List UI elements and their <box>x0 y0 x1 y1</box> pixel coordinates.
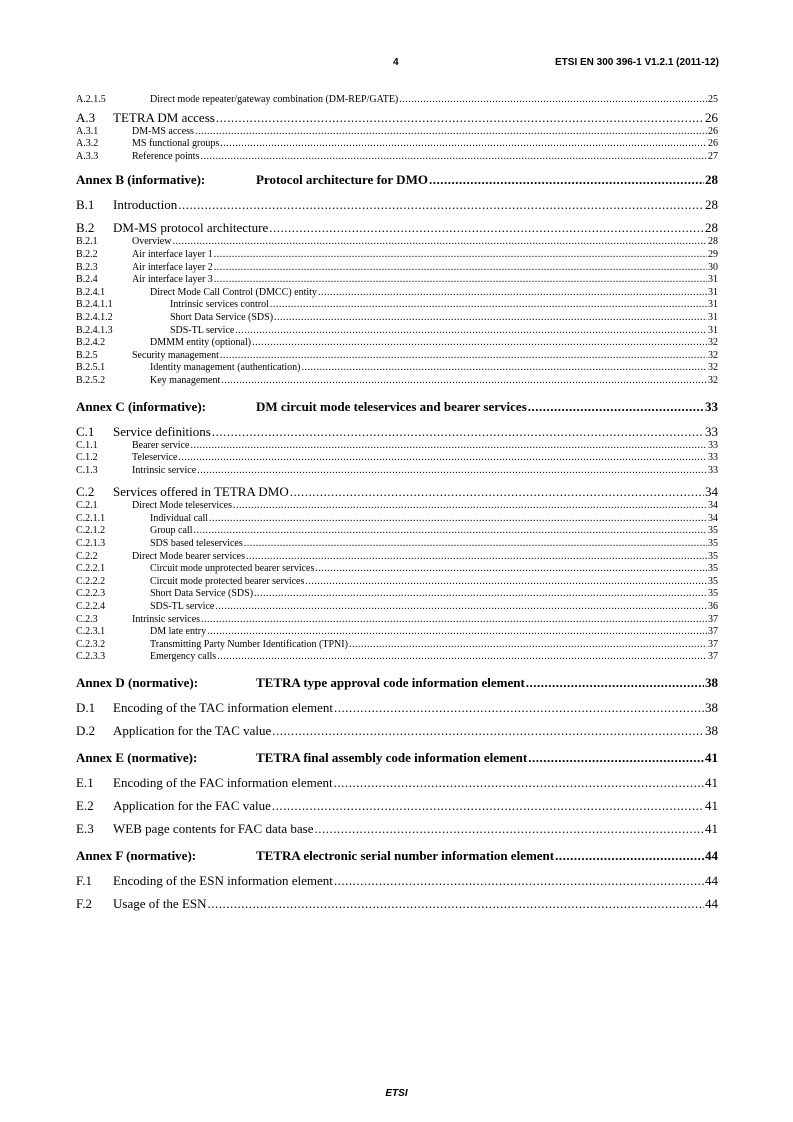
toc-entry-number: Annex E (normative): <box>76 750 198 765</box>
toc-page-number: 41 <box>705 798 718 813</box>
toc-entry[interactable] <box>76 775 718 791</box>
toc-dot-leader <box>399 94 707 107</box>
toc-entry[interactable] <box>76 576 718 589</box>
toc-entry-title: TETRA electronic serial number information element <box>256 848 555 863</box>
toc-dot-leader <box>429 171 704 188</box>
toc-entry[interactable] <box>76 513 718 526</box>
toc-entry-title: Individual call <box>150 512 209 524</box>
toc-entry[interactable] <box>76 500 718 513</box>
toc-dot-leader <box>209 513 707 526</box>
toc-dot-leader <box>195 126 707 139</box>
toc-page-number: 38 <box>705 723 718 738</box>
toc-entry-title: Intrinsic services control <box>170 299 269 311</box>
toc-entry-title: Reference points <box>132 150 200 162</box>
toc-entry-title: Air interface layer 2 <box>132 261 213 273</box>
toc-dot-leader <box>244 538 707 551</box>
toc-entry[interactable] <box>76 424 718 440</box>
toc-page-number: 25 <box>708 94 718 105</box>
toc-dot-leader <box>201 614 707 627</box>
toc-page-number: 41 <box>705 821 718 836</box>
page-number: 4 <box>393 57 399 68</box>
toc-dot-leader <box>220 350 707 363</box>
toc-dot-leader <box>221 375 707 388</box>
toc-page-number: 26 <box>705 109 718 125</box>
toc-entry[interactable] <box>76 639 718 652</box>
toc-page-number: 32 <box>708 349 718 361</box>
toc-entry-title: Short Data Service (SDS) <box>170 311 274 323</box>
toc-annex-entry[interactable] <box>76 171 718 188</box>
toc-entry-title: DM circuit mode teleservices and bearer services <box>256 398 527 414</box>
toc-entry[interactable] <box>76 220 718 236</box>
toc-entry-number: Annex C (informative): <box>76 398 206 414</box>
toc-dot-leader <box>214 274 707 287</box>
toc-dot-leader <box>178 197 704 213</box>
toc-entry-number: C.1 <box>76 423 95 439</box>
toc-entry-title: Bearer service <box>132 439 190 451</box>
toc-page-number: 31 <box>708 311 718 323</box>
toc-page-number: 28 <box>705 220 718 236</box>
toc-entry-number: C.2.2 <box>76 550 98 562</box>
toc-entry-title: Air interface layer 1 <box>132 248 213 260</box>
toc-entry-title: Group call <box>150 525 193 537</box>
toc-entry-number: E.1 <box>76 775 94 790</box>
toc-dot-leader <box>190 440 707 453</box>
toc-entry-number: C.2.1 <box>76 500 98 512</box>
toc-dot-leader <box>302 362 708 375</box>
toc-entry-title: Overview <box>132 236 172 248</box>
toc-dot-leader <box>528 749 704 766</box>
toc-entry-title: Intrinsic service <box>132 464 197 476</box>
table-of-contents <box>76 94 718 912</box>
toc-entry-title: Direct Mode bearer services <box>132 550 245 562</box>
toc-dot-leader <box>235 325 707 338</box>
toc-entry[interactable] <box>76 362 718 375</box>
toc-entry[interactable] <box>76 484 718 500</box>
toc-page-number: 38 <box>705 675 718 690</box>
toc-page-number: 26 <box>708 125 718 137</box>
toc-entry[interactable] <box>76 452 718 465</box>
toc-entry[interactable] <box>76 896 718 912</box>
toc-entry[interactable] <box>76 151 718 164</box>
toc-page-number: 32 <box>708 362 718 374</box>
toc-dot-leader <box>334 873 704 889</box>
toc-entry-number: C.2.3.3 <box>76 651 106 663</box>
toc-dot-leader <box>269 220 704 236</box>
toc-entry-number: F.2 <box>76 896 92 911</box>
toc-entry-title: Circuit mode unprotected bearer services <box>150 563 315 575</box>
toc-page-number: 28 <box>708 236 718 248</box>
toc-entry-number: B.2.4 <box>76 274 98 286</box>
toc-entry-number: C.2 <box>76 484 95 500</box>
toc-entry-title: TETRA final assembly code information element <box>256 750 528 765</box>
toc-dot-leader <box>172 236 707 249</box>
toc-dot-leader <box>215 601 707 614</box>
toc-page-number: 44 <box>705 873 718 888</box>
toc-entry-number: C.2.2.3 <box>76 588 106 600</box>
toc-dot-leader <box>315 563 707 576</box>
toc-entry[interactable] <box>76 798 718 814</box>
toc-entry-number: B.2.3 <box>76 261 98 273</box>
toc-entry[interactable] <box>76 325 718 338</box>
toc-entry[interactable] <box>76 110 718 126</box>
toc-entry-title: Short Data Service (SDS) <box>150 588 254 600</box>
toc-entry[interactable] <box>76 563 718 576</box>
toc-entry-title: DMMM entity (optional) <box>150 337 252 349</box>
toc-entry-number: Annex F (normative): <box>76 848 197 863</box>
toc-page-number: 32 <box>708 337 718 349</box>
toc-page-number: 26 <box>708 138 718 150</box>
toc-entry[interactable] <box>76 588 718 601</box>
toc-entry[interactable] <box>76 465 718 478</box>
toc-page-number: 28 <box>705 172 718 188</box>
toc-entry-number: C.1.1 <box>76 439 98 451</box>
toc-entry[interactable] <box>76 538 718 551</box>
toc-entry[interactable] <box>76 274 718 287</box>
toc-dot-leader <box>349 639 707 652</box>
toc-entry[interactable] <box>76 375 718 388</box>
toc-entry-title: Encoding of the TAC information element <box>113 700 334 715</box>
toc-dot-leader <box>555 847 704 864</box>
toc-entry-number: Annex B (informative): <box>76 172 206 188</box>
toc-entry-title: Key management <box>150 374 221 386</box>
toc-entry-title: Encoding of the ESN information element <box>113 873 333 888</box>
toc-entry-number: D.1 <box>76 700 96 715</box>
toc-entry-title: SDS-TL service <box>170 324 235 336</box>
toc-entry-title: Emergency calls <box>150 651 217 663</box>
toc-entry-title: DM-MS access <box>132 125 194 137</box>
toc-dot-leader <box>197 465 707 478</box>
toc-page-number: 34 <box>708 500 718 512</box>
toc-entry-title: Direct Mode Call Control (DMCC) entity <box>150 286 317 298</box>
toc-entry[interactable] <box>76 94 718 107</box>
toc-page-number: 28 <box>705 197 718 213</box>
toc-page-number: 34 <box>708 512 718 524</box>
toc-entry-title: Identity management (authentication) <box>150 362 301 374</box>
toc-page-number: 33 <box>708 452 718 464</box>
toc-page-number: 27 <box>708 150 718 162</box>
toc-entry[interactable] <box>76 821 718 837</box>
toc-entry-title: Application for the TAC value <box>113 723 272 738</box>
toc-entry-title: Intrinsic services <box>132 613 201 625</box>
toc-page-number: 34 <box>705 484 718 500</box>
toc-dot-leader <box>214 262 707 275</box>
toc-entry-number: A.3.3 <box>76 150 99 162</box>
toc-page-number: 32 <box>708 374 718 386</box>
toc-entry-number: C.2.1.1 <box>76 512 106 524</box>
toc-page-number: 30 <box>708 261 718 273</box>
toc-entry-title: DM late entry <box>150 626 207 638</box>
toc-entry-number: A.3.2 <box>76 138 99 150</box>
toc-dot-leader <box>208 896 704 912</box>
toc-entry[interactable] <box>76 873 718 889</box>
toc-dot-leader <box>233 500 707 513</box>
toc-entry-number: A.3.1 <box>76 125 99 137</box>
toc-dot-leader <box>214 249 707 262</box>
toc-entry[interactable] <box>76 262 718 275</box>
toc-entry-number: B.2.4.1.3 <box>76 324 113 336</box>
toc-dot-leader <box>334 775 704 791</box>
page-header <box>0 57 793 73</box>
toc-entry-title: TETRA type approval code information element <box>256 675 525 690</box>
page-footer: ETSI <box>385 1088 408 1099</box>
toc-dot-leader <box>200 151 707 164</box>
toc-entry-title: Introduction <box>113 197 178 213</box>
toc-entry-number: A.3 <box>76 109 96 125</box>
toc-page-number: 37 <box>708 651 718 663</box>
toc-dot-leader <box>274 312 707 325</box>
toc-dot-leader <box>220 138 707 151</box>
toc-entry-number: C.1.2 <box>76 452 98 464</box>
toc-entry-number: C.1.3 <box>76 464 98 476</box>
toc-entry-number: E.2 <box>76 798 94 813</box>
toc-entry-title: Circuit mode protected bearer services <box>150 575 305 587</box>
toc-page-number: 35 <box>708 525 718 537</box>
toc-page-number: 35 <box>708 550 718 562</box>
toc-dot-leader <box>272 723 704 739</box>
toc-entry-number: B.2 <box>76 220 95 236</box>
toc-entry-title: Encoding of the FAC information element <box>113 775 333 790</box>
toc-dot-leader <box>217 651 707 664</box>
toc-dot-leader <box>528 398 704 415</box>
toc-entry-title: DM-MS protocol architecture <box>113 220 269 236</box>
toc-entry[interactable] <box>76 601 718 614</box>
toc-entry[interactable] <box>76 126 718 139</box>
toc-dot-leader <box>526 674 704 691</box>
toc-page-number: 37 <box>708 638 718 650</box>
toc-entry-number: B.2.5 <box>76 349 98 361</box>
toc-entry[interactable] <box>76 350 718 363</box>
toc-dot-leader <box>318 287 707 300</box>
toc-entry[interactable] <box>76 440 718 453</box>
toc-entry[interactable] <box>76 312 718 325</box>
toc-page-number: 37 <box>708 613 718 625</box>
toc-page-number: 33 <box>705 398 718 414</box>
toc-entry-number: C.2.2.2 <box>76 575 106 587</box>
toc-entry-number: C.2.3.2 <box>76 638 106 650</box>
toc-dot-leader <box>207 626 707 639</box>
toc-entry[interactable] <box>76 299 718 312</box>
toc-entry-title: Transmitting Party Number Identification (TPNI) <box>150 638 348 650</box>
toc-dot-leader <box>252 337 707 350</box>
toc-annex-entry[interactable] <box>76 749 718 766</box>
toc-entry[interactable] <box>76 197 718 213</box>
toc-entry-title: SDS based teleservices <box>150 538 243 550</box>
toc-entry-number: B.2.4.1.2 <box>76 311 113 323</box>
toc-entry-number: B.2.5.1 <box>76 362 106 374</box>
toc-page-number: 31 <box>708 286 718 298</box>
toc-entry-title: Security management <box>132 349 219 361</box>
toc-entry-title: Teleservice <box>132 452 178 464</box>
toc-page-number: 33 <box>708 464 718 476</box>
toc-page-number: 38 <box>705 700 718 715</box>
toc-entry[interactable] <box>76 249 718 262</box>
toc-page-number: 44 <box>705 848 718 863</box>
toc-page-number: 33 <box>708 439 718 451</box>
toc-page-number: 35 <box>708 588 718 600</box>
toc-dot-leader <box>178 452 707 465</box>
toc-entry[interactable] <box>76 138 718 151</box>
toc-dot-leader <box>216 110 704 126</box>
toc-entry-number: C.2.2.4 <box>76 601 106 613</box>
toc-entry-number: B.2.5.2 <box>76 374 106 386</box>
toc-entry-number: Annex D (normative): <box>76 675 199 690</box>
toc-entry[interactable] <box>76 651 718 664</box>
toc-entry-number: F.1 <box>76 873 92 888</box>
toc-page-number: 33 <box>705 423 718 439</box>
toc-entry-number: C.2.1.3 <box>76 538 106 550</box>
toc-page-number: 31 <box>708 299 718 311</box>
toc-entry[interactable] <box>76 525 718 538</box>
toc-annex-entry[interactable] <box>76 847 718 864</box>
toc-dot-leader <box>334 700 704 716</box>
toc-entry-title: Service definitions <box>113 423 211 439</box>
toc-entry-number: C.2.3 <box>76 613 98 625</box>
toc-entry-title: Application for the FAC value <box>113 798 271 813</box>
toc-entry[interactable] <box>76 337 718 350</box>
toc-dot-leader <box>254 588 707 601</box>
toc-dot-leader <box>305 576 707 589</box>
toc-entry-number: A.2.1.5 <box>76 94 106 105</box>
toc-page-number: 31 <box>708 324 718 336</box>
document-id: ETSI EN 300 396-1 V1.2.1 (2011-12) <box>555 57 719 68</box>
toc-entry[interactable] <box>76 626 718 639</box>
toc-page-number: 44 <box>705 896 718 911</box>
toc-dot-leader <box>314 821 704 837</box>
toc-annex-entry[interactable] <box>76 398 718 415</box>
toc-dot-leader <box>290 484 704 500</box>
toc-entry[interactable] <box>76 614 718 627</box>
toc-entry-title: Air interface layer 3 <box>132 274 213 286</box>
toc-entry-title: Usage of the ESN <box>113 896 207 911</box>
toc-annex-entry[interactable] <box>76 674 718 691</box>
toc-entry-number: C.2.1.2 <box>76 525 106 537</box>
toc-dot-leader <box>246 551 707 564</box>
toc-dot-leader <box>270 299 707 312</box>
toc-entry-number: B.2.4.2 <box>76 337 106 349</box>
toc-page-number: 35 <box>708 538 718 550</box>
toc-entry-number: B.2.4.1.1 <box>76 299 113 311</box>
toc-entry-title: Protocol architecture for DMO <box>256 172 428 188</box>
toc-page-number: 41 <box>705 750 718 765</box>
toc-entry-number: E.3 <box>76 821 94 836</box>
toc-entry-title: Services offered in TETRA DMO <box>113 484 289 500</box>
toc-entry[interactable] <box>76 700 718 716</box>
toc-entry-number: B.2.4.1 <box>76 286 106 298</box>
toc-entry-number: B.1 <box>76 197 95 213</box>
toc-dot-leader <box>212 424 704 440</box>
toc-entry-title: Direct Mode teleservices <box>132 500 232 512</box>
toc-page-number: 31 <box>708 274 718 286</box>
toc-entry-title: Direct mode repeater/gateway combination (DM-REP/GATE) <box>150 94 399 105</box>
toc-entry-title: WEB page contents for FAC data base <box>113 821 314 836</box>
toc-page-number: 36 <box>708 601 718 613</box>
toc-entry[interactable] <box>76 551 718 564</box>
toc-entry-number: B.2.2 <box>76 248 98 260</box>
toc-entry[interactable] <box>76 236 718 249</box>
toc-entry-number: C.2.2.1 <box>76 563 106 575</box>
toc-entry-number: B.2.1 <box>76 236 98 248</box>
toc-page-number: 35 <box>708 563 718 575</box>
toc-entry[interactable] <box>76 287 718 300</box>
toc-entry-number: C.2.3.1 <box>76 626 106 638</box>
toc-page-number: 35 <box>708 575 718 587</box>
toc-page-number: 41 <box>705 775 718 790</box>
toc-entry-title: SDS-TL service <box>150 601 215 613</box>
toc-entry-title: TETRA DM access <box>113 109 215 125</box>
toc-page-number: 37 <box>708 626 718 638</box>
toc-page-number: 29 <box>708 248 718 260</box>
toc-entry[interactable] <box>76 723 718 739</box>
toc-entry-title: MS functional groups <box>132 138 220 150</box>
toc-dot-leader <box>272 798 704 814</box>
toc-dot-leader <box>194 525 708 538</box>
toc-entry-number: D.2 <box>76 723 96 738</box>
